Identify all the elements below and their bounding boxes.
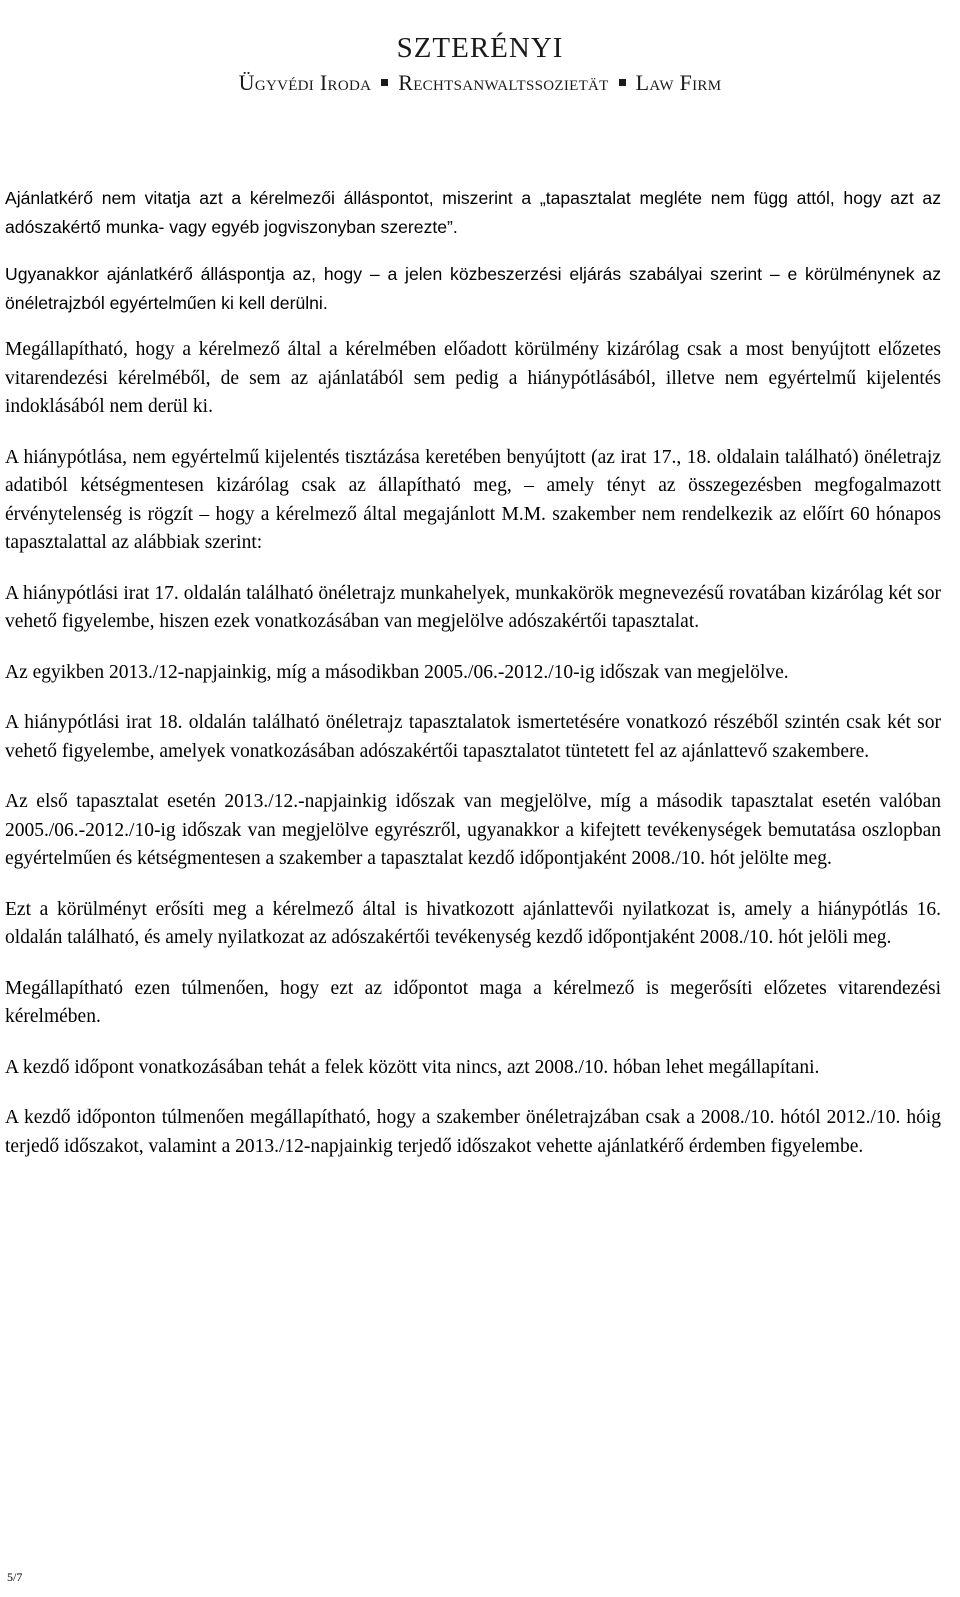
firm-subtitle bbox=[0, 68, 960, 98]
paragraph: Az első tapasztalat esetén 2013./12.-napjainkig időszak van megjelölve, míg a második tapasztalat esetén valóban 2005./06.-2012./10-ig időszak van megjelölve egyrészről, ugyanakkor a kifejtett tevékenységek bemutatása oszlopban egyértelműen és kétségmentesen a szakember a tapasztalat kezdő időpontjaként 2008./10. hót jelölte meg. bbox=[5, 791, 941, 869]
square-bullet-icon bbox=[381, 79, 388, 86]
paragraph: Ugyanakkor ajánlatkérő álláspontja az, hogy – a jelen közbeszerzési eljárás szabályai szerint – e körülménynek az önéletrajzból egyértelműen ki kell derülni. bbox=[5, 264, 941, 313]
paragraph: Megállapítható ezen túlmenően, hogy ezt az időpontot maga a kérelmező is megerősíti előzetes vitarendezési kérelmében. bbox=[5, 977, 941, 1027]
letterhead bbox=[0, 30, 960, 98]
paragraph: A hiánypótlása, nem egyértelmű kijelentés tisztázása keretében benyújtott (az irat 17., 18. oldalain található) önéletrajz adatiból kétségmentesen kizárólag csak az állapítható meg, – amely tényt az összegezésben megfogalmazott érvénytelenség is rögzít – hogy a kérelmező által megajánlott M.M. szakember nem rendelkezik az előírt 60 hónapos tapasztalattal az alábbiak szerint: bbox=[5, 446, 941, 553]
square-bullet-icon bbox=[619, 79, 626, 86]
firm-subtitle-en: Law Firm bbox=[635, 70, 722, 95]
paragraph: A kezdő időponton túlmenően megállapítható, hogy a szakember önéletrajzában csak a 2008./10. hótól 2012./10. hóig terjedő időszakot, valamint a 2013./12-napjainkig terjedő időszakot vehette ajánlatkérő érdemben figyelembe. bbox=[5, 1107, 941, 1157]
firm-subtitle-de: Rechtsanwaltssozietät bbox=[398, 70, 609, 95]
paragraph: Ajánlatkérő nem vitatja azt a kérelmezői álláspontot, miszerint a „tapasztalat megléte nem függ attól, hogy azt az adószakértő munka- vagy egyéb jogviszonyban szerezte”. bbox=[5, 188, 941, 237]
paragraph: Ezt a körülményt erősíti meg a kérelmező által is hivatkozott ajánlattevői nyilatkozat is, amely a hiánypótlás 16. oldalán található, és amely nyilatkozat az adószakértői tevékenység kezdő időpontjaként 2008./10. hót jelöli meg. bbox=[5, 898, 941, 948]
paragraph: Az egyikben 2013./12-napjainkig, míg a másodikban 2005./06.-2012./10-ig időszak van megjelölve. bbox=[5, 661, 789, 683]
page-number: 5/7 bbox=[7, 1570, 23, 1584]
firm-subtitle-hu: Ügyvédi Iroda bbox=[238, 70, 372, 95]
paragraph: A hiánypótlási irat 18. oldalán található önéletrajz tapasztalatok ismertetésére vonatkozó részéből szintén csak két sor vehető figyelembe, amelyek vonatkozásában adószakértői tapasztalatot tüntetett fel az ajánlattevő szakembere. bbox=[5, 712, 941, 762]
firm-name: SZTERÉNYI bbox=[396, 32, 564, 64]
paragraph: A kezdő időpont vonatkozásában tehát a felek között vita nincs, azt 2008./10. hóban lehet megállapítani. bbox=[5, 1056, 820, 1078]
paragraph: A hiánypótlási irat 17. oldalán található önéletrajz munkahelyek, munkakörök megnevezésű rovatában kizárólag két sor vehető figyelembe, hiszen ezek vonatkozásában van megjelölve adószakértői tapasztalat. bbox=[5, 582, 941, 632]
document-body bbox=[5, 184, 941, 1183]
paragraph: Megállapítható, hogy a kérelmező által a kérelmében előadott körülmény kizárólag csak a most benyújtott előzetes vitarendezési kérelméből, de sem az ajánlatából sem pedig a hiánypótlásából, illetve nem egyértelmű kijelentés indoklásából nem derül ki. bbox=[5, 339, 941, 417]
